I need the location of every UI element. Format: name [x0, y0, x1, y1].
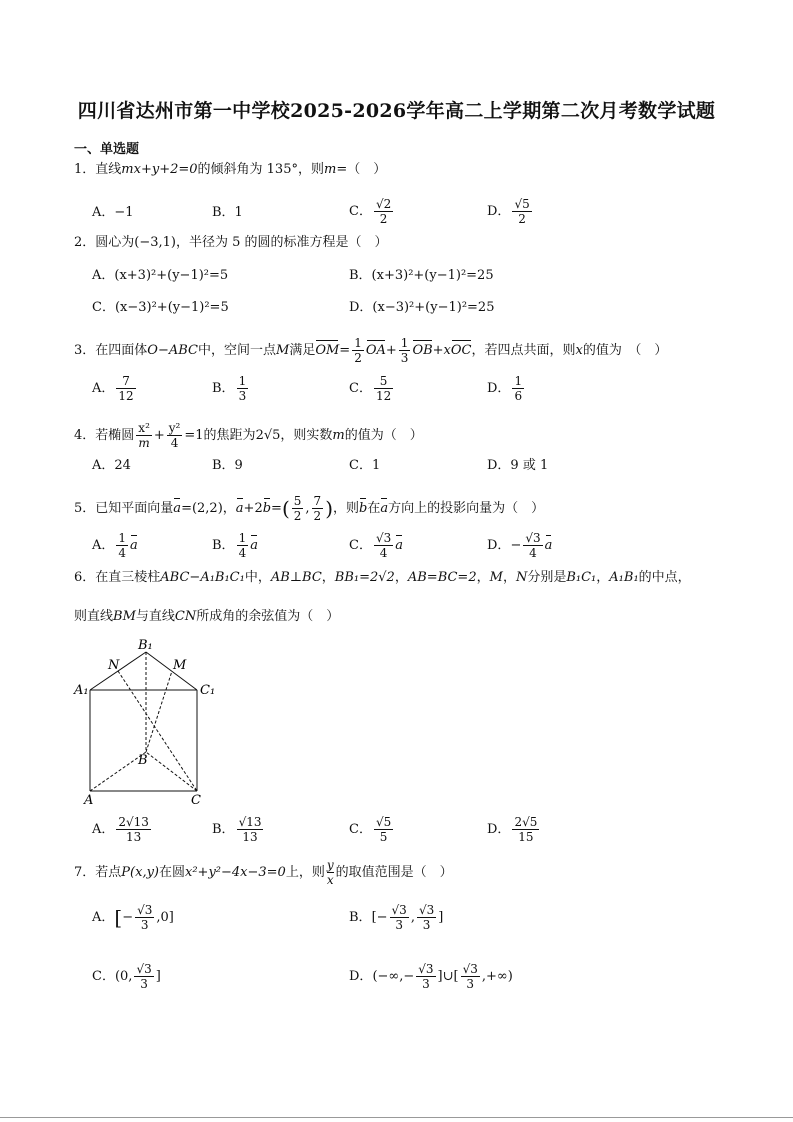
q-equation: mx+y+2=0 [121, 162, 198, 177]
q-text: =1 [184, 428, 204, 443]
label-a: A [84, 793, 94, 808]
segment-cn [118, 671, 197, 791]
q-var: M [276, 343, 290, 358]
q-text: 已知平面向量 [95, 501, 174, 516]
prism-figure [72, 636, 232, 808]
option-c: C．(0, $\frac{√3}{3}$ ] [92, 962, 161, 991]
option-b: B．1 [212, 205, 243, 220]
fraction: $\frac{√3}{4}$ [375, 531, 392, 560]
q-text: = [271, 501, 282, 516]
q-text: =(2,2)， [181, 501, 236, 516]
option-b: B． $\frac{√13}{13}$ [212, 815, 262, 844]
option-a: A．24 [92, 458, 131, 473]
q-text: 在直三棱柱 [95, 570, 161, 585]
fraction: $\frac{\text{x²}}{m}$ [138, 421, 150, 450]
fraction: $\frac{1}{3}$ [400, 336, 409, 365]
q-text: ，若四点共面，则 [471, 343, 576, 358]
q-var: ABC−A₁B₁C₁ [160, 570, 245, 585]
q-number: 5． [74, 501, 96, 516]
fraction: $\frac{√3}{3}$ [462, 962, 478, 991]
fraction: $\frac{7}{12}$ [118, 374, 134, 403]
edge-bc [146, 752, 197, 791]
question-3 [74, 336, 667, 365]
label-b: B [138, 753, 148, 768]
fraction: $\frac{√5}{2}$ [514, 197, 530, 226]
fraction: $\frac{1}{4}$ [118, 531, 127, 560]
option-d: D．(−∞,− $\frac{√3}{3}$ ]∪[ $\frac{√3}{3}$ ,+∞) [349, 962, 513, 991]
fraction: $\frac{5}{12}$ [375, 374, 392, 403]
q-text: 的焦距为 [203, 428, 256, 443]
option-b: B．9 [212, 458, 243, 473]
segment-bm [146, 671, 172, 752]
vector: OM [315, 343, 340, 358]
q-text: =（ ） [336, 162, 387, 177]
label-c1: C₁ [200, 683, 216, 698]
option-c: C． $\frac{5}{12}$ [349, 374, 392, 403]
q-text: 2√5 [255, 428, 281, 443]
option-d [487, 197, 534, 226]
fraction: $\frac{\text{y²}}{4}$ [168, 421, 181, 450]
q-text: ，则 [333, 501, 360, 516]
fraction: $\frac{1}{4}$ [238, 531, 247, 560]
vector: OB [412, 343, 433, 358]
option-label: C． [349, 204, 372, 219]
q-number: 3． [74, 343, 96, 358]
option-d: D．(x−3)²+(y−1)²=25 [349, 300, 495, 315]
option-d: D． $\frac{1}{6}$ [487, 374, 523, 403]
option-c: C． $\frac{√5}{5}$ [349, 815, 392, 844]
q-var: m [323, 162, 337, 177]
q-number: 1． [74, 162, 96, 177]
vector: b [359, 501, 368, 516]
question-7: 7．若点P(x,y)在圆x²+y²−4x−3=0上，则 $\frac{y}{x}$ 的取值范围是（ ） [74, 858, 453, 887]
option-b: B．(x+3)²+(y−1)²=25 [349, 268, 494, 283]
fraction: $\frac{5}{2}$ [293, 494, 302, 523]
edge-b1c1 [146, 652, 197, 690]
option-b: B． $\frac{1}{3}$ [212, 374, 247, 403]
option-a: A．[− $\frac{√3}{3}$ ,0] [92, 903, 174, 932]
option-b: B． $\frac{1}{4}$ a [212, 531, 258, 560]
q-number: 7． [74, 865, 96, 880]
question-4 [74, 421, 423, 450]
q-text: 直线 [95, 162, 122, 177]
fraction: $\frac{2√5}{15}$ [514, 815, 538, 844]
fraction: $\frac{√13}{13}$ [238, 815, 262, 844]
q-var: O−ABC [147, 343, 198, 358]
q-text: 方向上的投影向量为（ ） [388, 501, 545, 516]
option-c [349, 197, 395, 226]
q-text: 若椭圆 [95, 428, 135, 443]
fraction: $\frac{√3}{4}$ [525, 531, 541, 560]
vector: OC [450, 343, 472, 358]
q-text: 满足 [289, 343, 316, 358]
q-number: 4． [74, 428, 96, 443]
label-m: M [173, 658, 187, 673]
fraction: $\frac{√3}{3}$ [137, 903, 153, 932]
q-text: 的值为（ ） [344, 428, 423, 443]
option-a: A． $\frac{2√13}{13}$ [92, 815, 149, 844]
q-number: 6． [74, 570, 96, 585]
fraction: $\frac{√3}{3}$ [418, 962, 434, 991]
option-c: C． $\frac{√3}{4}$ a [349, 531, 403, 560]
fraction: $\frac{√3}{3}$ [391, 903, 407, 932]
fraction: $\frac{7}{2}$ [313, 494, 322, 523]
question-5: 5．已知平面向量a=(2,2)，a+2b=( $\frac{5}{2}$ , $\frac{7}{2}$ )，则b在a方向上的投影向量为（ ） [74, 494, 545, 523]
section-title: 一、单选题 [74, 142, 140, 157]
q-text: 中，空间一点 [197, 343, 276, 358]
q-text: 的值为 （ ） [582, 343, 668, 358]
fraction: $\frac{y}{x}$ [326, 858, 334, 887]
vector: a [235, 501, 244, 516]
option-c: C．1 [349, 458, 381, 473]
option-a: A． $\frac{7}{12}$ [92, 374, 134, 403]
vector: OA [365, 343, 386, 358]
fraction: $\frac{√3}{3}$ [418, 903, 435, 932]
option-a: A．−1 [92, 205, 134, 220]
q-text: 在四面体 [95, 343, 148, 358]
fraction: $\frac{1}{6}$ [514, 374, 523, 403]
question-6-line2: 则直线BM与直线CN所成角的余弦值为（ ） [74, 609, 340, 624]
option-label: D． [487, 204, 511, 219]
label-b1: B₁ [138, 638, 153, 653]
q-var: x [575, 343, 583, 358]
fraction: $\frac{1}{3}$ [238, 374, 247, 403]
fraction: $\frac{√5}{5}$ [375, 815, 392, 844]
option-c: C．(x−3)²+(y−1)²=5 [92, 300, 229, 315]
q-text: ，则实数 [280, 428, 333, 443]
q-text: + [153, 428, 165, 443]
vector: a [380, 501, 389, 516]
page-bottom-rule [0, 1117, 793, 1118]
label-n: N [108, 658, 120, 673]
option-b: B．[− $\frac{√3}{3}$ , $\frac{√3}{3}$ ] [349, 903, 444, 932]
q-text: +x [432, 343, 451, 358]
question-1 [74, 162, 386, 178]
fraction: $\frac{√2}{2}$ [375, 197, 392, 226]
vector: b [262, 501, 272, 516]
fraction: $\frac{2√13}{13}$ [118, 815, 149, 844]
question-2 [74, 235, 388, 251]
q-text: +2 [243, 501, 263, 516]
q-text: + [385, 343, 397, 358]
page-title: 四川省达州市第一中学校2025-2026学年高二上学期第二次月考数学试题 [77, 100, 716, 122]
q-text: 的倾斜角为 135°，则 [197, 162, 324, 177]
option-d: D．− $\frac{√3}{4}$ a [487, 531, 553, 560]
q-text: = [339, 343, 351, 358]
vector: a [173, 501, 182, 516]
option-d: D． $\frac{2√5}{15}$ [487, 815, 538, 844]
label-c: C [191, 793, 201, 808]
label-a1: A₁ [74, 683, 89, 698]
fraction: $\frac{1}{2}$ [354, 336, 362, 365]
q-text: 圆心为(−3,1)，半径为 5 的圆的标准方程是（ ） [95, 235, 388, 250]
q-var: m [332, 428, 345, 443]
option-d: D．9 或 1 [487, 458, 549, 473]
question-6: 6．在直三棱柱ABC−A₁B₁C₁中，AB⊥BC，BB₁=2√2，AB=BC=2，M，N分别是B₁C₁，A₁B₁的中点， [74, 570, 691, 585]
fraction: $\frac{√3}{3}$ [136, 962, 152, 991]
q-text: 在 [367, 501, 381, 516]
q-number: 2． [74, 235, 96, 250]
option-a: A．(x+3)²+(y−1)²=5 [92, 268, 229, 283]
option-a: A． $\frac{1}{4}$ a [92, 531, 138, 560]
